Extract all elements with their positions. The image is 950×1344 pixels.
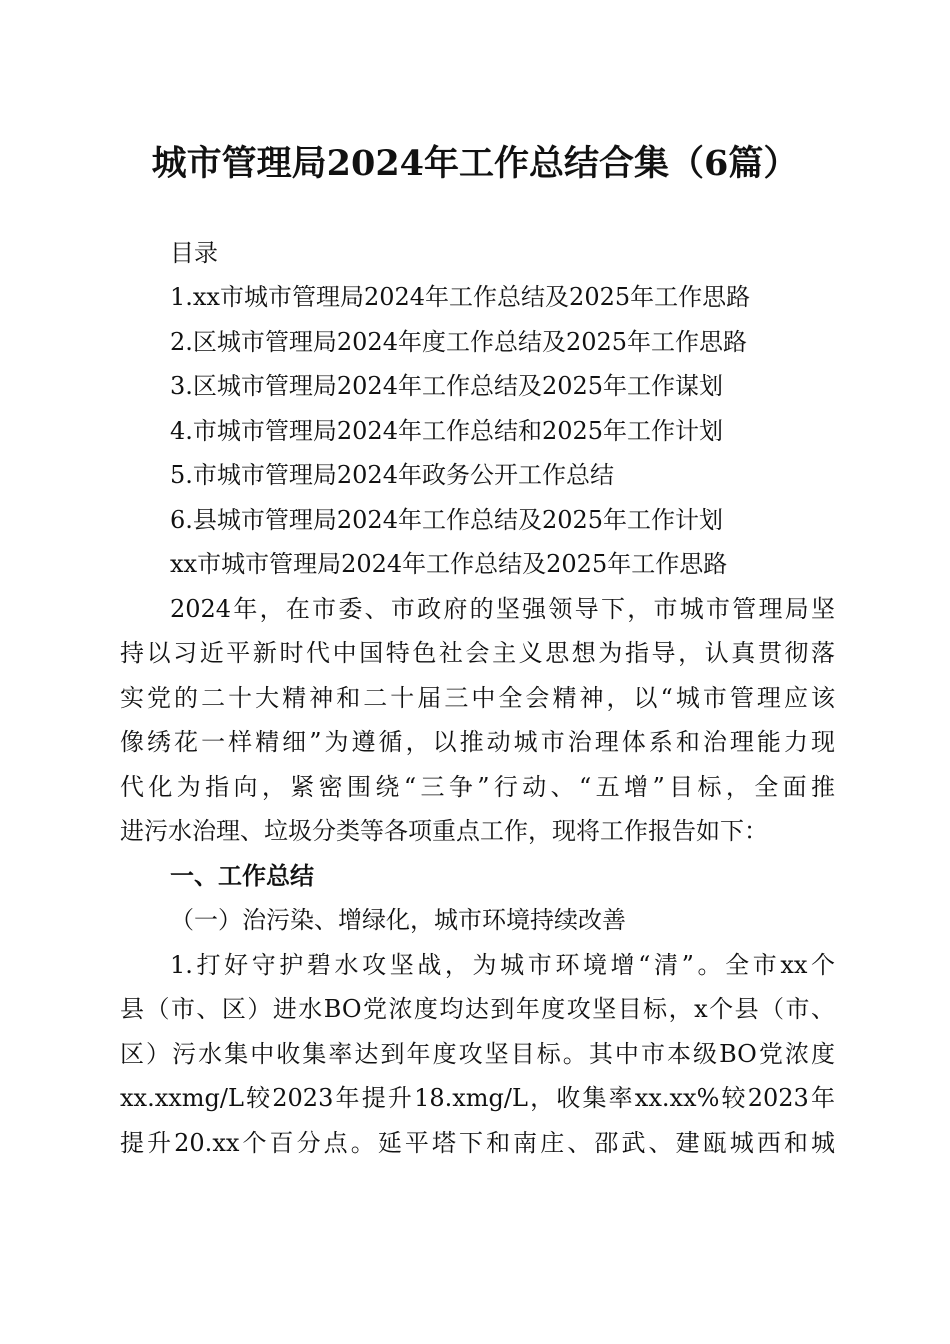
paragraph-line: 代化为指向，紧密围绕“三争”行动、“五增”目标，全面推 [120, 773, 835, 801]
paragraph-line: 提升20.xx个百分点。延平塔下和南庄、邵武、建瓯城西和城 [120, 1129, 835, 1157]
paragraph-line: 区）污水集中收集率达到年度攻坚目标。其中市本级BO党浓度 [120, 1040, 835, 1068]
paragraph-line: 2024年，在市委、市政府的坚强领导下，市城市管理局坚 [170, 595, 835, 623]
paragraph-line: xx.xxmg/L较2023年提升18.xmg/L，收集率xx.xx%较2023年 [120, 1084, 835, 1112]
toc-item: 5.市城市管理局2024年政务公开工作总结 [170, 461, 614, 489]
paragraph-line: 持以习近平新时代中国特色社会主义思想为指导，认真贯彻落 [120, 639, 835, 667]
paragraph-line: 1.打好守护碧水攻坚战，为城市环境增“清”。全市xx个 [170, 951, 835, 979]
toc-item: 1.xx市城市管理局2024年工作总结及2025年工作思路 [170, 283, 751, 311]
article-title: xx市城市管理局2024年工作总结及2025年工作思路 [170, 550, 728, 578]
document-title: 城市管理局2024年工作总结合集（6篇） [151, 143, 799, 184]
toc-item: 6.县城市管理局2024年工作总结及2025年工作计划 [170, 506, 724, 534]
paragraph-line: 进污水治理、垃圾分类等各项重点工作，现将工作报告如下： [120, 817, 768, 845]
paragraph-line: 县（市、区）进水BO党浓度均达到年度攻坚目标，x个县（市、 [120, 995, 835, 1023]
section-heading: 一、工作总结 [170, 861, 314, 890]
paragraph-line: 实党的二十大精神和二十届三中全会精神，以“城市管理应该 [120, 684, 835, 712]
paragraph-line: 像绣花一样精细”为遵循，以推动城市治理体系和治理能力现 [120, 728, 835, 756]
subsection-heading: （一）治污染、增绿化，城市环境持续改善 [170, 906, 626, 934]
toc-item: 3.区城市管理局2024年工作总结及2025年工作谋划 [170, 372, 724, 400]
toc-item: 4.市城市管理局2024年工作总结和2025年工作计划 [170, 417, 724, 445]
toc-item: 2.区城市管理局2024年度工作总结及2025年工作思路 [170, 328, 748, 356]
toc-heading: 目录 [170, 239, 218, 267]
